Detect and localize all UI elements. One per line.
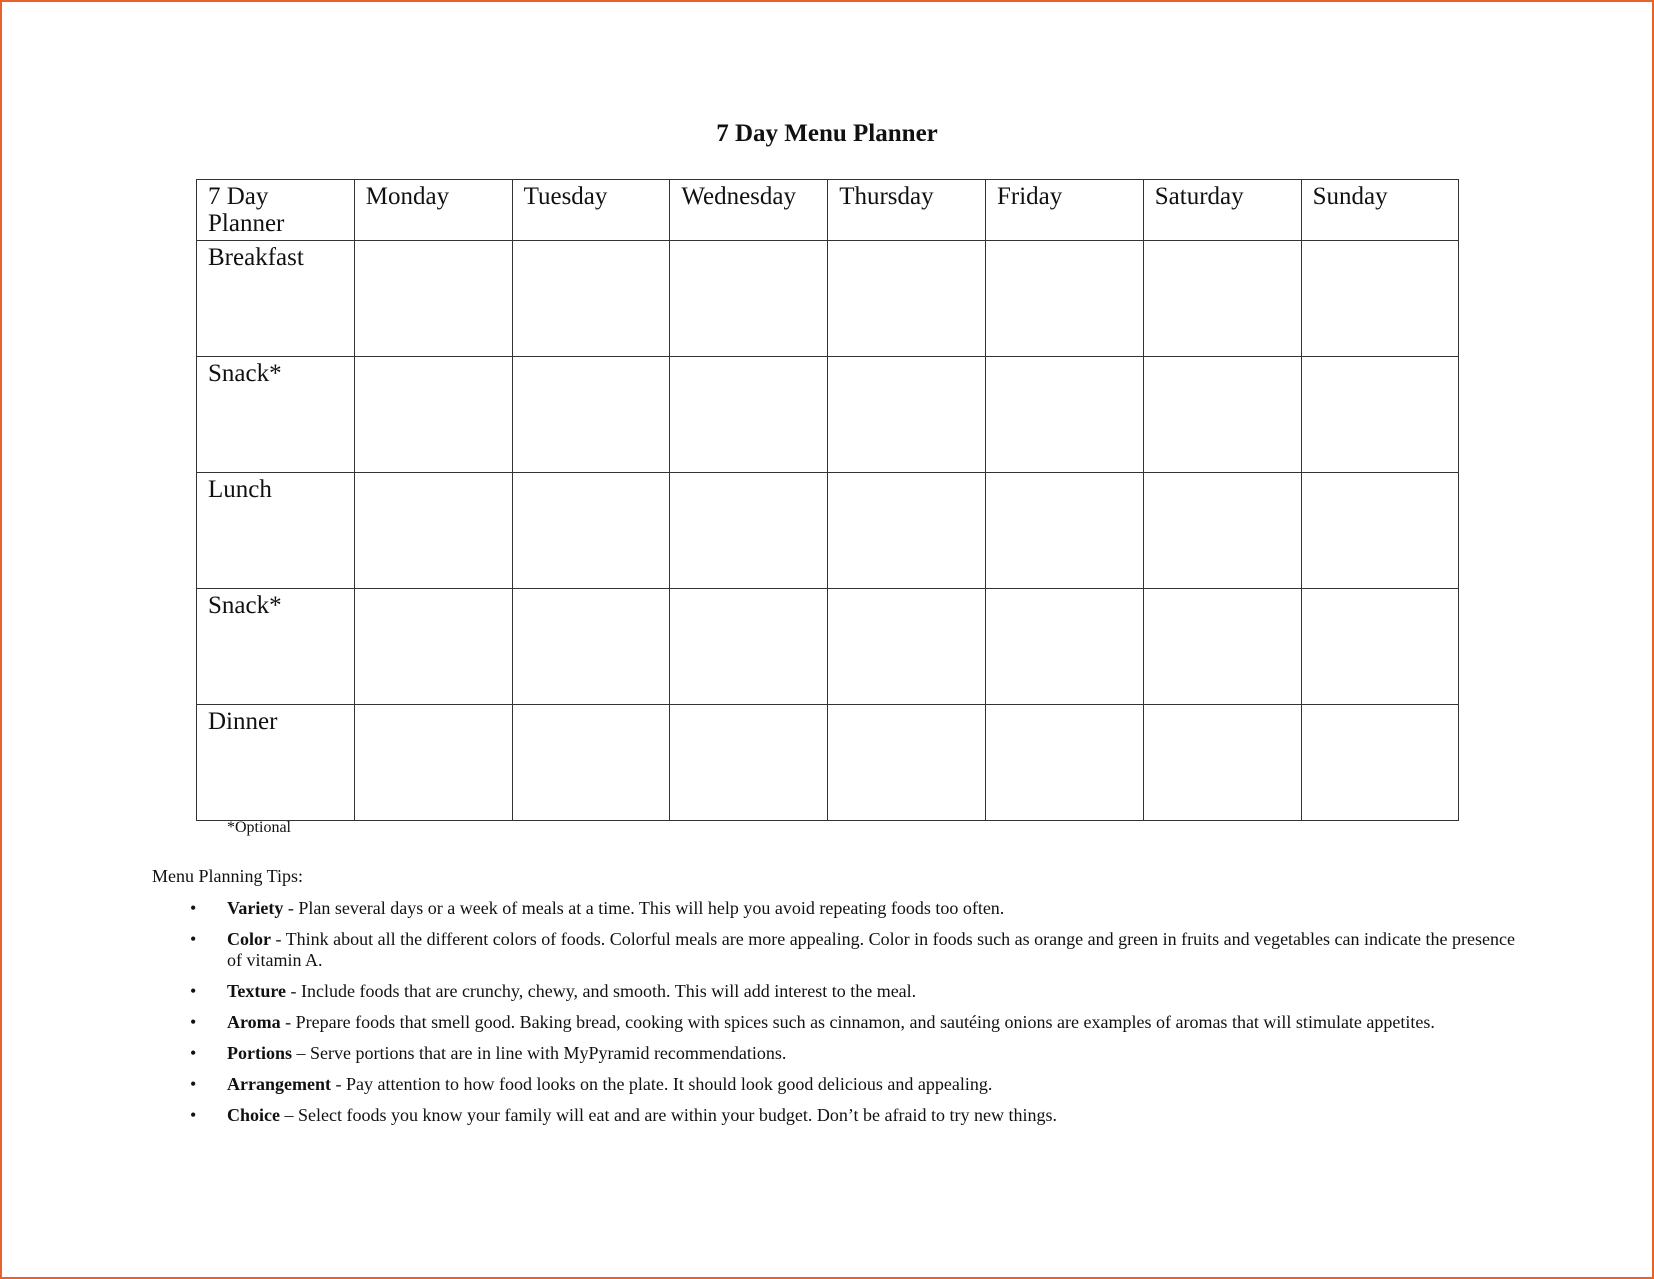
meal-cell[interactable]: [670, 473, 828, 589]
meal-cell[interactable]: [828, 705, 986, 821]
meal-cell[interactable]: [670, 241, 828, 357]
meal-label: Dinner: [197, 705, 355, 821]
day-header-sunday: Sunday: [1301, 180, 1459, 241]
bullet-icon: •: [190, 1012, 197, 1032]
optional-footnote: *Optional: [227, 819, 291, 836]
day-header-friday: Friday: [985, 180, 1143, 241]
meal-label: Breakfast: [197, 241, 355, 357]
meal-cell[interactable]: [354, 705, 512, 821]
tip-term: Choice: [227, 1105, 280, 1125]
tip-term: Texture: [227, 981, 287, 1001]
tip-term: Color: [227, 929, 271, 949]
meal-label: Lunch: [197, 473, 355, 589]
day-header-tuesday: Tuesday: [512, 180, 670, 241]
corner-cell: [197, 180, 355, 241]
tip-item-texture: [190, 981, 1520, 1002]
meal-row-snack-1: [197, 357, 1459, 473]
meal-cell[interactable]: [1301, 241, 1459, 357]
meal-cell[interactable]: [512, 473, 670, 589]
tips-heading: Menu Planning Tips:: [152, 866, 304, 886]
tip-text: – Serve portions that are in line with MyPyramid recommendations.: [292, 1043, 787, 1063]
meal-cell[interactable]: [828, 473, 986, 589]
tip-item-color: [190, 929, 1520, 971]
tip-text: - Plan several days or a week of meals at a time. This will help you avoid repeating foods too often.: [283, 898, 1005, 918]
meal-cell[interactable]: [354, 473, 512, 589]
tip-term: Arrangement: [227, 1074, 331, 1094]
bullet-icon: •: [190, 1105, 197, 1125]
tip-text: - Think about all the different colors of foods. Colorful meals are more appealing. Color in foods such as orange and green in fruits and vegetables can indicate the presence of vitamin A.: [227, 929, 1515, 970]
corner-label-line2: Planner: [208, 210, 285, 237]
meal-cell[interactable]: [1301, 357, 1459, 473]
meal-cell[interactable]: [670, 589, 828, 705]
meal-cell[interactable]: [1143, 589, 1301, 705]
menu-planner-table: [196, 179, 1459, 821]
meal-cell[interactable]: [670, 357, 828, 473]
header-row: [197, 180, 1459, 241]
day-header-saturday: Saturday: [1143, 180, 1301, 241]
meal-label: Snack*: [197, 357, 355, 473]
meal-row-breakfast: [197, 241, 1459, 357]
meal-cell[interactable]: [1301, 589, 1459, 705]
meal-cell[interactable]: [985, 589, 1143, 705]
meal-label: Snack*: [197, 589, 355, 705]
meal-cell[interactable]: [828, 357, 986, 473]
tip-item-variety: [190, 898, 1520, 919]
meal-cell[interactable]: [985, 705, 1143, 821]
bullet-icon: •: [190, 1074, 197, 1094]
tip-text: – Select foods you know your family will eat and are within your budget. Don’t be afraid to try new things.: [280, 1105, 1058, 1125]
tip-text: - Pay attention to how food looks on the plate. It should look good delicious and appealing.: [330, 1074, 993, 1094]
tip-item-choice: [190, 1105, 1520, 1126]
corner-label-line1: 7 Day: [208, 183, 269, 210]
day-header-monday: Monday: [354, 180, 512, 241]
meal-cell[interactable]: [354, 357, 512, 473]
bullet-icon: •: [190, 1043, 197, 1063]
meal-cell[interactable]: [985, 241, 1143, 357]
meal-cell[interactable]: [1143, 473, 1301, 589]
tip-item-arrangement: [190, 1074, 1520, 1095]
tip-item-portions: [190, 1043, 1520, 1064]
meal-cell[interactable]: [512, 241, 670, 357]
meal-cell[interactable]: [1143, 705, 1301, 821]
tip-term: Variety: [227, 898, 284, 918]
meal-cell[interactable]: [354, 589, 512, 705]
meal-cell[interactable]: [985, 473, 1143, 589]
meal-cell[interactable]: [670, 705, 828, 821]
meal-cell[interactable]: [354, 241, 512, 357]
meal-cell[interactable]: [512, 357, 670, 473]
meal-row-lunch: [197, 473, 1459, 589]
meal-cell[interactable]: [828, 241, 986, 357]
meal-cell[interactable]: [985, 357, 1143, 473]
meal-cell[interactable]: [1301, 705, 1459, 821]
meal-cell[interactable]: [512, 589, 670, 705]
tip-term: Portions: [227, 1043, 292, 1063]
bullet-icon: •: [190, 929, 197, 949]
page-title: 7 Day Menu Planner: [716, 120, 938, 147]
meal-row-dinner: [197, 705, 1459, 821]
day-header-thursday: Thursday: [828, 180, 986, 241]
day-header-wednesday: Wednesday: [670, 180, 828, 241]
tip-item-aroma: [190, 1012, 1520, 1033]
bullet-icon: •: [190, 898, 197, 918]
tip-text: - Prepare foods that smell good. Baking bread, cooking with spices such as cinnamon, and sautéing onions are examples of aromas that will stimulate appetites.: [280, 1012, 1435, 1032]
meal-cell[interactable]: [1143, 357, 1301, 473]
meal-row-snack-2: [197, 589, 1459, 705]
tip-text: - Include foods that are crunchy, chewy, and smooth. This will add interest to the meal.: [286, 981, 917, 1001]
meal-cell[interactable]: [828, 589, 986, 705]
bullet-icon: •: [190, 981, 197, 1001]
tips-list: [190, 898, 1520, 1136]
meal-cell[interactable]: [1301, 473, 1459, 589]
meal-cell[interactable]: [512, 705, 670, 821]
meal-cell[interactable]: [1143, 241, 1301, 357]
tip-term: Aroma: [227, 1012, 281, 1032]
